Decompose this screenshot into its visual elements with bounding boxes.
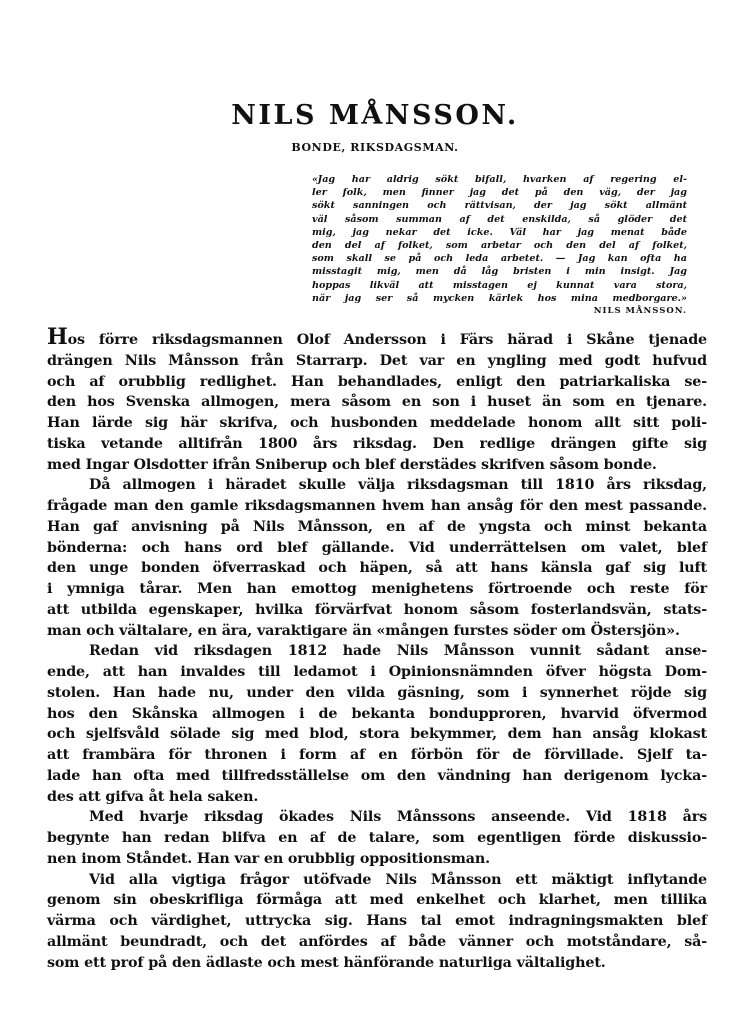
epigraph-lines	[312, 173, 687, 305]
text-line: stolen. Han hade nu, under den vilda gäsning, som i synnerhet röjde sig	[47, 684, 707, 701]
text-line: att utbilda egenskaper, hvilka förvärfvat honom såsom fosterlandsvän, stats-	[47, 601, 707, 618]
text-line: des att gifva åt hela saken.	[47, 788, 259, 805]
epigraph-line: hoppas likväl att misstagen ej kunnat vara stora,	[312, 279, 687, 291]
text-line: lade han ofta med tillfredsställelse om den vändning han derigenom lycka-	[47, 767, 707, 784]
epigraph-line: misstagit mig, men då låg bristen i min insigt. Jag	[312, 266, 687, 278]
text-line: och af orubblig redlighet. Han behandlades, enligt den patriarkaliska se-	[47, 373, 707, 390]
text-line: begynte han redan blifva en af de talare, som egentligen förde diskussio-	[47, 830, 707, 846]
epigraph-signature: NILS MÅNSSON.	[593, 305, 687, 316]
text-line: den unge bonden öfverraskad och häpen, så att hans känsla gaf sig luft	[47, 560, 707, 577]
text-line: tiska vetande alltifrån 1800 års riksdag. Den redlige drängen gifte sig	[47, 435, 707, 452]
text-line	[47, 324, 707, 351]
text-line-content: os förre riksdagsmannen Olof Andersson i Färs härad i Skåne tjenade	[67, 332, 707, 348]
text-line: värma och värdighet, uttrycka sig. Hans tal emot indragningsmakten blef	[47, 913, 707, 929]
text-line: hos den Skånska allmogen i de bekanta bondupproren, hvarvid öfvermod	[47, 705, 707, 722]
epigraph-line: väl såsom summan af det enskilda, så glöder det	[312, 213, 687, 225]
page-title: NILS MÅNSSON.	[231, 100, 519, 131]
text-line: med Ingar Olsdotter ifrån Sniberup och blef derstädes skrifven såsom bonde.	[47, 456, 657, 473]
text-line: Då allmogen i häradet skulle välja riksdagsman till 1810 års riksdag,	[89, 477, 707, 494]
text-line: drängen Nils Månsson från Starrarp. Det var en yngling med godt hufvud	[47, 352, 707, 369]
epigraph-line: som skall se på och leda arbetet. — Jag kan ofta ha	[312, 253, 687, 265]
text-line: att frambära för thronen i form af en förbön för de förvillade. Sjelf ta-	[47, 747, 707, 763]
text-line: den hos Svenska allmogen, mera såsom en son i huset än som en tjenare.	[47, 394, 707, 411]
text-line: Han gaf anvisning på Nils Månsson, en af de yngsta och minst bekanta	[47, 518, 707, 535]
text-line: ende, att han invaldes till ledamot i Opinionsnämnden öfver högsta Dom-	[47, 664, 707, 680]
text-line: Vid alla vigtiga frågor utöfvade Nils Månsson ett mäktigt inflytande	[89, 871, 707, 888]
page-subtitle: BONDE, RIKSDAGSMAN.	[291, 141, 459, 154]
drop-cap: H	[47, 324, 68, 350]
text-line: och sjelfsvåld sölade sig med blod, stora bekymmer, dem han ansåg klokast	[47, 726, 707, 743]
epigraph-line: «Jag har aldrig sökt bifall, hvarken af regering el-	[312, 174, 687, 185]
epigraph-line: sökt sanningen och rättvisan, der jag sökt allmänt	[312, 200, 687, 212]
epigraph-line: ler folk, men finner jag det på den väg, der jag	[312, 187, 687, 199]
text-line: man och vältalare, en ära, varaktigare än «mången furstes söder om Östersjön».	[47, 622, 680, 639]
text-line: bönderna: och hans ord blef gällande. Vid underrättelsen om valet, blef	[47, 539, 707, 556]
text-line: allmänt beundradt, och det anfördes af både vänner och motståndare, så-	[47, 933, 707, 950]
epigraph-line: mig, jag nekar det icke. Väl har jag menat både	[312, 226, 687, 238]
body-text	[47, 324, 707, 973]
text-line: i ymniga tårar. Men han emottog menighetens förtroende och reste för	[47, 581, 707, 597]
text-line: som ett prof på den ädlaste och mest hänförande naturliga vältalighet.	[47, 954, 606, 971]
epigraph-quote	[312, 173, 687, 318]
text-line: genom sin obeskrifliga förmåga att med enkelhet och klarhet, men tillika	[47, 892, 707, 909]
epigraph-line: när jag ser så mycken kärlek hos mina medborgare.»	[312, 292, 687, 304]
text-line: nen inom Ståndet. Han var en orubblig oppositionsman.	[47, 850, 490, 867]
text-line: Redan vid riksdagen 1812 hade Nils Månsson vunnit sådant anse-	[89, 643, 707, 660]
epigraph-line: den del af folket, som arbetar och den del af folket,	[312, 239, 687, 251]
text-line: Han lärde sig här skrifva, och husbonden meddelade honom allt sitt poli-	[47, 415, 707, 431]
text-line: frågade man den gamle riksdagsmannen hvem han ansåg för den mest passande.	[47, 498, 707, 514]
text-line: Med hvarje riksdag ökades Nils Månssons anseende. Vid 1818 års	[89, 809, 707, 826]
